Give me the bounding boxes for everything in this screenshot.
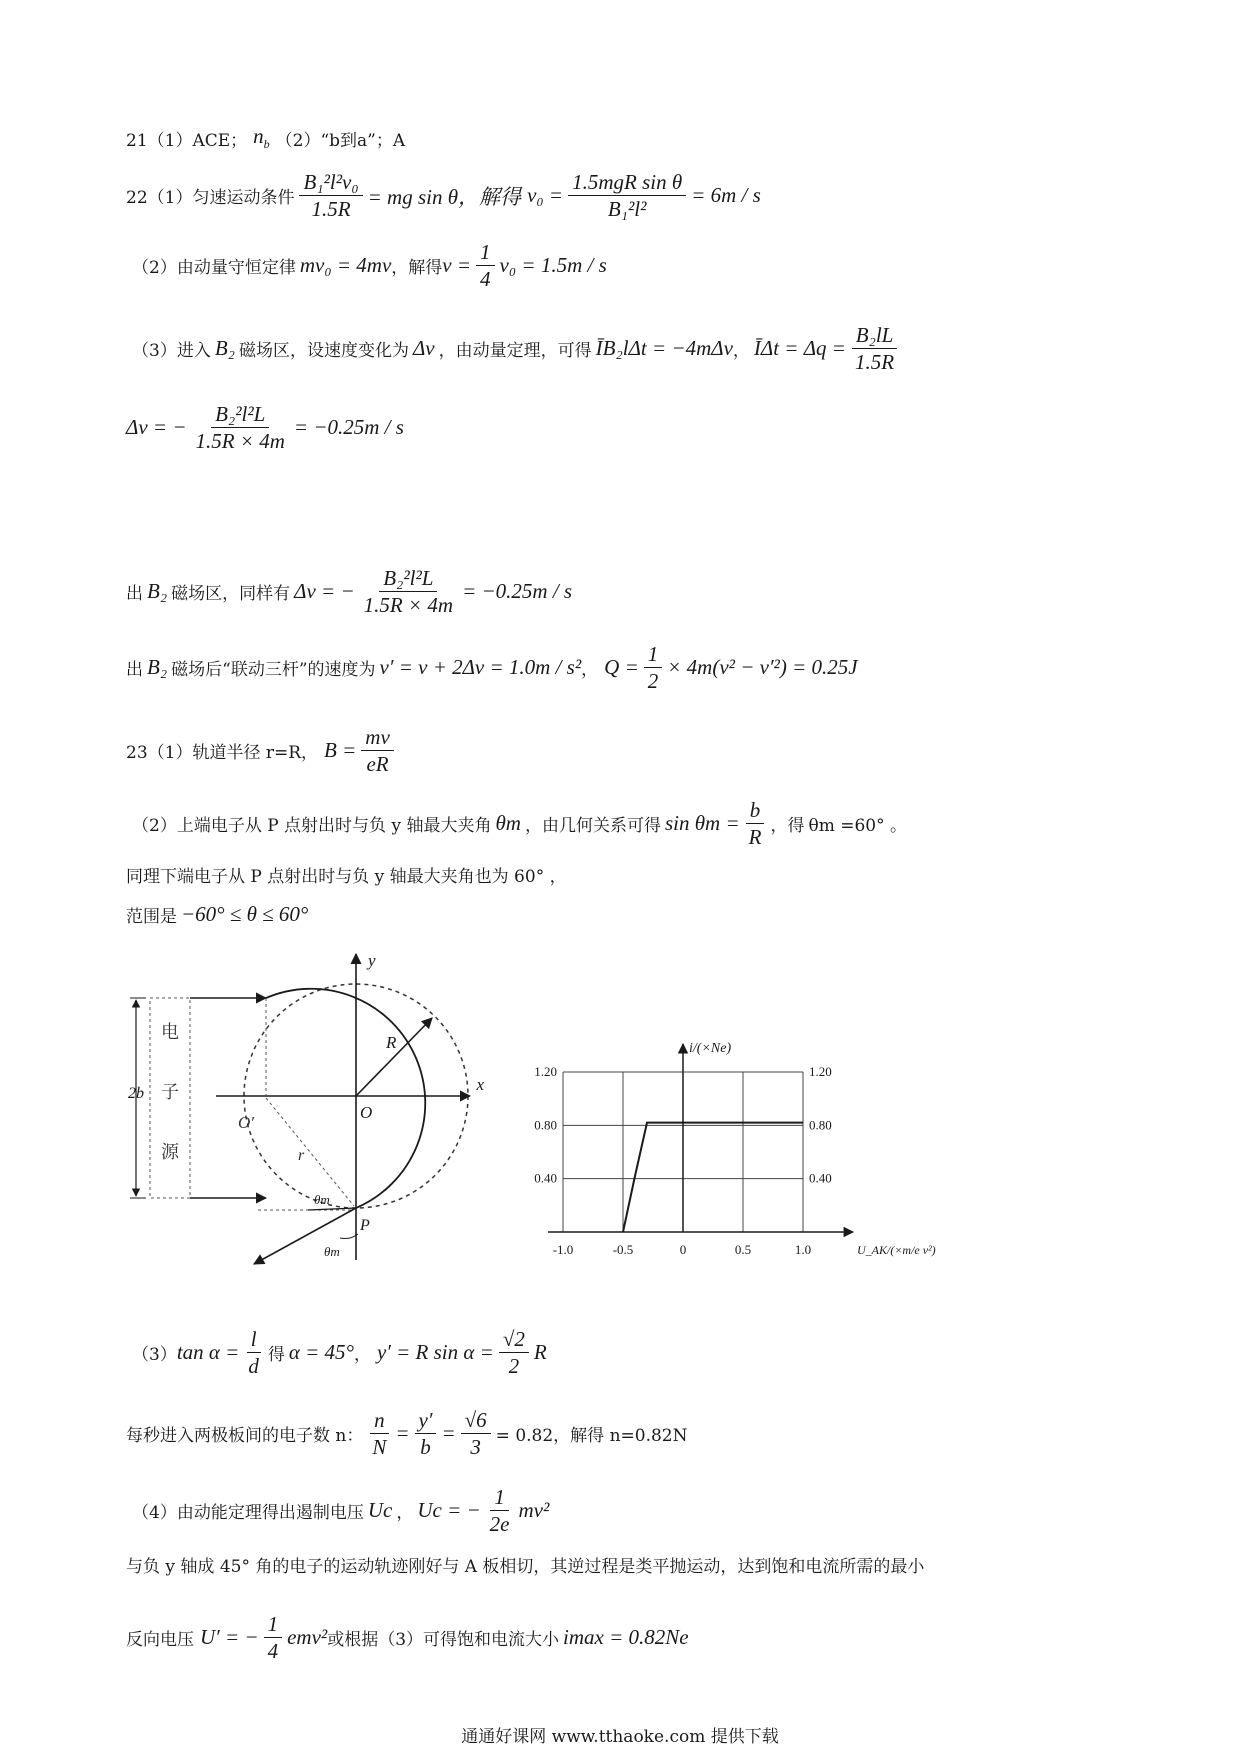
q23-part7: [132, 1485, 549, 1536]
q22-p3-label: （3）进入: [132, 341, 211, 362]
q23-p5-alpha: α = 45°: [288, 1340, 354, 1365]
r-label: r: [298, 1147, 305, 1164]
q23-p7-uc: Uc: [367, 1498, 393, 1523]
q23-p6-fraction1: $\frac{n}{N}$: [368, 1408, 390, 1459]
q23-p2-result: θm =60° 。: [808, 816, 908, 837]
q23-p5-fraction: $\frac{l}{d}$: [248, 1327, 259, 1379]
q23-p6-eq2: =: [441, 1421, 456, 1446]
y-tick-label-left-1: 0.80: [534, 1117, 557, 1133]
q23-p1-fraction: $\frac{mv}{eR}$: [361, 725, 394, 776]
q22-p5-result: = −0.25m / s: [462, 579, 573, 604]
x-tick-label-4: 1.0: [794, 1242, 812, 1257]
q22-part2: [132, 240, 607, 291]
q23-p2-fraction: $\frac{b}{R}$: [745, 798, 766, 849]
q22-p3-text1: 磁场区，设速度变化为: [238, 341, 409, 362]
q23-p5-tan: tan α =: [176, 1340, 240, 1365]
q23-p5-sep: ，: [353, 1345, 371, 1366]
page-footer: 通通好课网 www.tthaoke.com 提供下载: [461, 1727, 779, 1747]
q23-p2-theta: θm: [495, 811, 521, 836]
y-tick-label-right-1: 0.80: [809, 1117, 832, 1133]
q22-p3-fraction: $\frac{\text{B₂lL}}{1.5R}$: [851, 323, 898, 374]
q23-p6-result: = 0.82，解得 n=0.82N: [495, 1426, 688, 1447]
radius-R: [356, 1018, 432, 1096]
q23-p5-y: y′ = R sin α =: [376, 1340, 494, 1365]
P-label: P: [360, 1217, 370, 1234]
q22-p1-label: 22（1）匀速运动条件: [126, 188, 295, 209]
q22-p6-eq: v′ = v + 2Δv = 1.0m / s²: [379, 655, 582, 680]
q22-p6-q: Q =: [604, 655, 639, 680]
y-tick-label-right-2: 1.20: [809, 1064, 832, 1079]
q22-p6-result: × 4m(v² − v′²) = 0.25J: [667, 655, 858, 680]
q22-part1: [126, 170, 761, 221]
q22-p1-lhs-fraction: $\frac{\text{B₁²l²v₀}}{1.5R}$: [299, 170, 362, 221]
q22-p6-b2: B₂: [147, 655, 168, 680]
x-tick-label-0: -1.0: [552, 1242, 574, 1257]
saturation-current-chart: [518, 1036, 968, 1288]
q23-part2: [132, 798, 907, 849]
trajectory-diagram: [128, 948, 488, 1278]
q23-part4: [126, 902, 308, 927]
q23-p5-fraction2: $\frac{√2}{2}$: [499, 1327, 529, 1378]
q22-p4-result: = −0.25m / s: [293, 415, 404, 440]
q23-p9-imax: imax = 0.82Ne: [563, 1625, 689, 1650]
q23-p9-mid: emv²: [287, 1625, 328, 1650]
q21-part2: （2）“b到a”；A: [275, 130, 406, 151]
y-tick-label-right-0: 0.40: [809, 1170, 832, 1186]
theta-label-lower: θm: [324, 1244, 340, 1259]
q22-p2-eq: mv₀ = 4mv: [299, 253, 392, 278]
q23-p1-b: B =: [324, 738, 357, 763]
R-label: R: [386, 1033, 397, 1052]
series-line-0: [623, 1123, 803, 1232]
x-axis-label: x: [476, 1075, 484, 1094]
q23-p9-label: 反向电压: [126, 1630, 194, 1651]
y-axis-label: y: [368, 951, 376, 970]
q22-p5-label: 出: [126, 584, 143, 605]
q22-p3-sep: ，: [732, 341, 750, 362]
chart-y-label: i/(×Ne): [689, 1041, 732, 1056]
q22-p3-b2: B₂: [214, 336, 235, 361]
q22-p1-rhs: = mg sin θ，解得: [367, 184, 522, 209]
q23-part8: 与负 y 轴成 45° 角的电子的运动轨迹刚好与 A 板相切，其逆过程是类平抛运动，达到饱和电流所需的最小: [126, 1557, 925, 1577]
q22-p4-fraction: $\frac{\text{B₂²l²L}}{1.5R \times 4m}$: [195, 402, 285, 454]
q23-p9-fraction: $\frac{1}{4}$: [264, 1612, 283, 1663]
theta-label-upper: θm: [314, 1192, 330, 1207]
x-tick-label-1: -0.5: [612, 1242, 634, 1257]
q22-p6-sep: ，: [581, 660, 599, 681]
q22-p4-lhs: Δv = −: [126, 415, 187, 440]
source-char-3: 源: [161, 1142, 179, 1163]
q22-p3-eq1: ĪB₂lΔt = −4mΔv: [595, 336, 733, 361]
q22-p2-fraction: $\frac{1}{4}$: [476, 240, 495, 291]
q23-p5-R: R: [533, 1340, 547, 1365]
q22-p3-dv: Δv: [412, 336, 435, 361]
q23-p4-label: 范围是: [126, 907, 177, 927]
q22-p2-result: v₀ = 1.5m / s: [499, 253, 607, 278]
q23-p2-text2: ，由几何关系可得: [524, 816, 661, 837]
q23-p6-fraction2: $\frac{y'}{b}$: [415, 1408, 437, 1459]
q22-p1-result-fraction: $\frac{\text{1.5mgR sin θ}}{\text{B₁²l²}}$: [568, 170, 686, 221]
q23-p7-result: mv²: [518, 1498, 550, 1523]
q23-p4-eq: −60° ≤ θ ≤ 60°: [181, 902, 309, 926]
q22-p3-text2: ，由动量定理，可得: [438, 341, 592, 362]
q23-part9: [126, 1612, 689, 1663]
q22-p5-b2: B₂: [147, 579, 168, 604]
q23-part6: [126, 1408, 688, 1459]
q23-p6-fraction3: $\frac{√6}{3}$: [461, 1408, 491, 1459]
q23-part1: [126, 725, 399, 776]
trajectory-arc: [266, 989, 425, 1208]
q23-p7-sep: ，: [396, 1503, 414, 1524]
q22-p6-fraction: $\frac{1}{2}$: [644, 642, 663, 693]
q22-part4: [126, 402, 404, 453]
q22-p1-v0: v₀ =: [527, 183, 564, 208]
q23-part5: [132, 1327, 547, 1378]
q23-p7-eq: Uc = −: [417, 1498, 481, 1523]
q22-part6: [126, 642, 858, 693]
source-char-1: 电: [161, 1022, 179, 1043]
x-tick-label-3: 0.5: [734, 1242, 752, 1257]
twob-label: 2b: [128, 1085, 144, 1102]
q22-p6-label: 出: [126, 660, 143, 681]
q22-p5-fraction: $\frac{\text{B₂²l²L}}{1.5R \times 4m}$: [363, 566, 454, 618]
O-label: O: [360, 1103, 373, 1122]
q23-p2-text1: （2）上端电子从 P 点射出时与负 y 轴最大夹角: [132, 816, 492, 837]
q23-p2-sin: sin θm =: [664, 811, 740, 836]
q23-p1-label: 23（1）轨道半径 r=R，: [126, 743, 319, 764]
q22-part3: [132, 323, 903, 374]
q22-p6-text: 磁场后“联动三杆”的速度为: [171, 660, 376, 681]
q21-line: [126, 124, 405, 152]
q23-p7-fraction: $\frac{1}{2e}$: [489, 1485, 510, 1537]
q22-p5-lhs: Δv = −: [294, 579, 355, 604]
y-tick-label-left-2: 1.20: [534, 1064, 557, 1079]
q21-text: 21（1）ACE；: [126, 130, 248, 151]
q23-p7-label: （4）由动能定理得出遏制电压: [132, 1503, 364, 1524]
Oprime-label: O′: [238, 1113, 254, 1132]
q23-p2-text3: ，得: [770, 816, 805, 837]
radius-r: [266, 1098, 354, 1206]
q22-p1-result: = 6m / s: [691, 183, 761, 208]
chart-x-label: U_AK/(×m/e v²): [857, 1243, 936, 1257]
q22-p5-text: 磁场区，同样有: [171, 584, 291, 605]
q22-p3-eq2: ĪΔt = Δq =: [753, 336, 846, 361]
q22-part5: [126, 566, 572, 617]
q23-p6-eq1: =: [395, 1421, 410, 1446]
q23-part3: 同理下端电子从 P 点射出时与负 y 轴最大夹角也为 60° ，: [126, 867, 567, 887]
source-char-2: 子: [161, 1082, 179, 1103]
q23-p5-label: （3）: [132, 1345, 177, 1366]
q22-p2-mid: ，解得: [391, 258, 443, 279]
y-tick-label-left-0: 0.40: [534, 1170, 557, 1186]
q21-nb: $n_b$: [253, 124, 270, 152]
q23-p9-u: U′ = −: [200, 1625, 259, 1650]
q22-p2-v: v =: [442, 253, 472, 278]
q23-p5-text: 得: [267, 1345, 285, 1366]
q22-p2-label: （2）由动量守恒定律: [132, 258, 296, 279]
q23-p6-label: 每秒进入两极板间的电子数 n：: [126, 1426, 364, 1447]
q23-p9-text: 或根据（3）可得饱和电流大小: [327, 1630, 560, 1651]
x-tick-label-2: 0: [679, 1242, 687, 1257]
exit-ray: [254, 1208, 356, 1264]
